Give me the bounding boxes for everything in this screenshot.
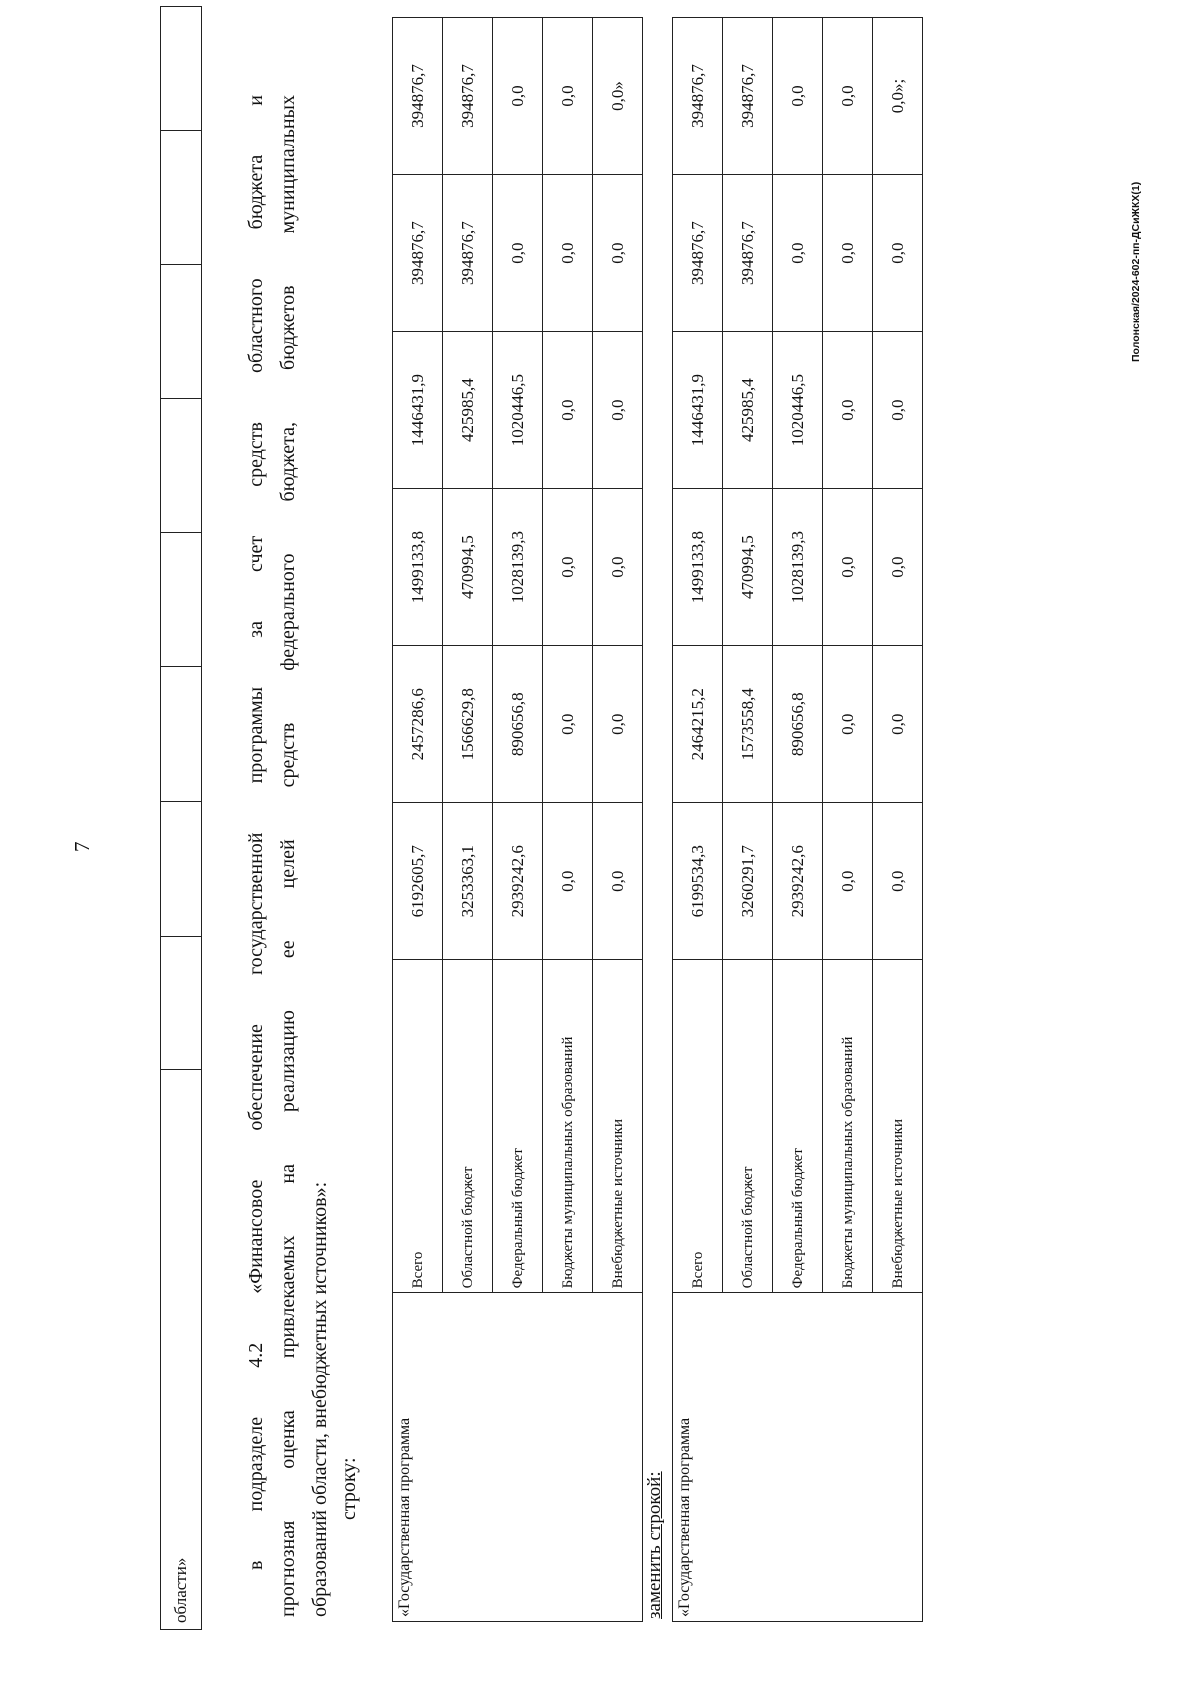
old-value: 0,0 xyxy=(543,803,593,960)
new-value: 0,0 xyxy=(823,18,873,175)
new-value: 0,0 xyxy=(773,175,823,332)
new-value: 0,0 xyxy=(823,803,873,960)
top-table-fragment xyxy=(160,6,202,1630)
new-value: 0,0 xyxy=(873,332,923,489)
old-value: 0,0 xyxy=(593,332,643,489)
new-value: 1499133,8 xyxy=(673,489,723,646)
old-value: 0,0 xyxy=(593,646,643,803)
new-value: 1573558,4 xyxy=(723,646,773,803)
old-program-name: «Государственная программа xyxy=(393,1293,643,1622)
new-value: 0,0 xyxy=(873,175,923,332)
old-source: Областной бюджет xyxy=(443,960,493,1293)
old-value: 1020446,5 xyxy=(493,332,543,489)
new-table-row xyxy=(673,18,723,1622)
new-value: 0,0 xyxy=(873,489,923,646)
old-table-row xyxy=(393,18,443,1622)
new-value: 1028139,3 xyxy=(773,489,823,646)
top-table-label: области» xyxy=(161,1070,202,1630)
page-number: 7 xyxy=(70,841,94,852)
top-table-cell xyxy=(161,533,202,667)
old-value: 0,0 xyxy=(543,489,593,646)
old-value: 6192605,7 xyxy=(393,803,443,960)
new-value: 394876,7 xyxy=(673,18,723,175)
old-value: 425985,4 xyxy=(443,332,493,489)
old-value: 470994,5 xyxy=(443,489,493,646)
old-value: 2939242,6 xyxy=(493,803,543,960)
new-value: 394876,7 xyxy=(723,18,773,175)
paragraph-line-2: прогнозная оценка привлекаемых на реализацию ее целей средств федерального бюджета, бюджетов муниципальных xyxy=(277,95,299,1617)
lead-word-stroku: строку: xyxy=(338,1457,360,1520)
replace-label: заменить строкой: xyxy=(644,1471,665,1619)
new-value: 0,0 xyxy=(773,18,823,175)
top-table-cell xyxy=(161,802,202,937)
new-table xyxy=(672,17,923,1622)
top-table-cell xyxy=(161,265,202,399)
new-value: 0,0»; xyxy=(873,18,923,175)
paragraph-line-1: в подразделе 4.2 «Финансовое обеспечение государственной программы за счет средств областного бюджета и xyxy=(245,95,267,1570)
new-value: 1446431,9 xyxy=(673,332,723,489)
old-value: 394876,7 xyxy=(443,175,493,332)
old-value: 1566629,8 xyxy=(443,646,493,803)
new-value: 0,0 xyxy=(873,646,923,803)
old-table xyxy=(392,17,643,1622)
old-value: 0,0 xyxy=(493,18,543,175)
old-source: Внебюджетные источники xyxy=(593,960,643,1293)
new-source: Областной бюджет xyxy=(723,960,773,1293)
new-value: 0,0 xyxy=(823,646,873,803)
old-source: Федеральный бюджет xyxy=(493,960,543,1293)
new-value: 394876,7 xyxy=(723,175,773,332)
old-value: 0,0 xyxy=(543,646,593,803)
paragraph-line-3: образований области, внебюджетных источников»: xyxy=(309,1181,331,1617)
new-value: 0,0 xyxy=(823,332,873,489)
old-value: 1499133,8 xyxy=(393,489,443,646)
old-value: 394876,7 xyxy=(393,18,443,175)
old-value: 1028139,3 xyxy=(493,489,543,646)
subsection-paragraph xyxy=(240,95,336,1617)
new-value: 470994,5 xyxy=(723,489,773,646)
old-value: 394876,7 xyxy=(393,175,443,332)
old-value: 1446431,9 xyxy=(393,332,443,489)
old-source: Бюджеты муниципальных образований xyxy=(543,960,593,1293)
new-value: 2939242,6 xyxy=(773,803,823,960)
new-value: 1020446,5 xyxy=(773,332,823,489)
top-table-cell xyxy=(161,937,202,1070)
new-value: 394876,7 xyxy=(673,175,723,332)
new-value: 425985,4 xyxy=(723,332,773,489)
old-value: 0,0 xyxy=(543,18,593,175)
new-value: 6199534,3 xyxy=(673,803,723,960)
old-value: 394876,7 xyxy=(443,18,493,175)
new-source: Всего xyxy=(673,960,723,1293)
top-table-cell xyxy=(161,7,202,131)
old-value: 0,0 xyxy=(543,175,593,332)
new-source: Бюджеты муниципальных образований xyxy=(823,960,873,1293)
new-value: 890656,8 xyxy=(773,646,823,803)
old-value: 0,0 xyxy=(593,489,643,646)
old-value: 890656,8 xyxy=(493,646,543,803)
new-value: 0,0 xyxy=(823,175,873,332)
top-table-cell xyxy=(161,667,202,802)
new-value: 2464215,2 xyxy=(673,646,723,803)
old-value: 0,0 xyxy=(543,332,593,489)
old-value: 0,0» xyxy=(593,18,643,175)
old-value: 2457286,6 xyxy=(393,646,443,803)
top-table-row xyxy=(161,7,202,1630)
old-value: 0,0 xyxy=(593,175,643,332)
old-value: 0,0 xyxy=(493,175,543,332)
top-table-cell xyxy=(161,399,202,533)
old-value: 0,0 xyxy=(593,803,643,960)
old-value: 3253363,1 xyxy=(443,803,493,960)
new-source: Федеральный бюджет xyxy=(773,960,823,1293)
new-value: 0,0 xyxy=(823,489,873,646)
new-value: 0,0 xyxy=(873,803,923,960)
top-table-cell xyxy=(161,131,202,265)
footer-document-code: Полонская/2024-602-пп-ДСиЖКХ(1) xyxy=(1130,181,1142,362)
new-program-name: «Государственная программа xyxy=(673,1293,923,1622)
old-source: Всего xyxy=(393,960,443,1293)
new-value: 3260291,7 xyxy=(723,803,773,960)
new-source: Внебюджетные источники xyxy=(873,960,923,1293)
